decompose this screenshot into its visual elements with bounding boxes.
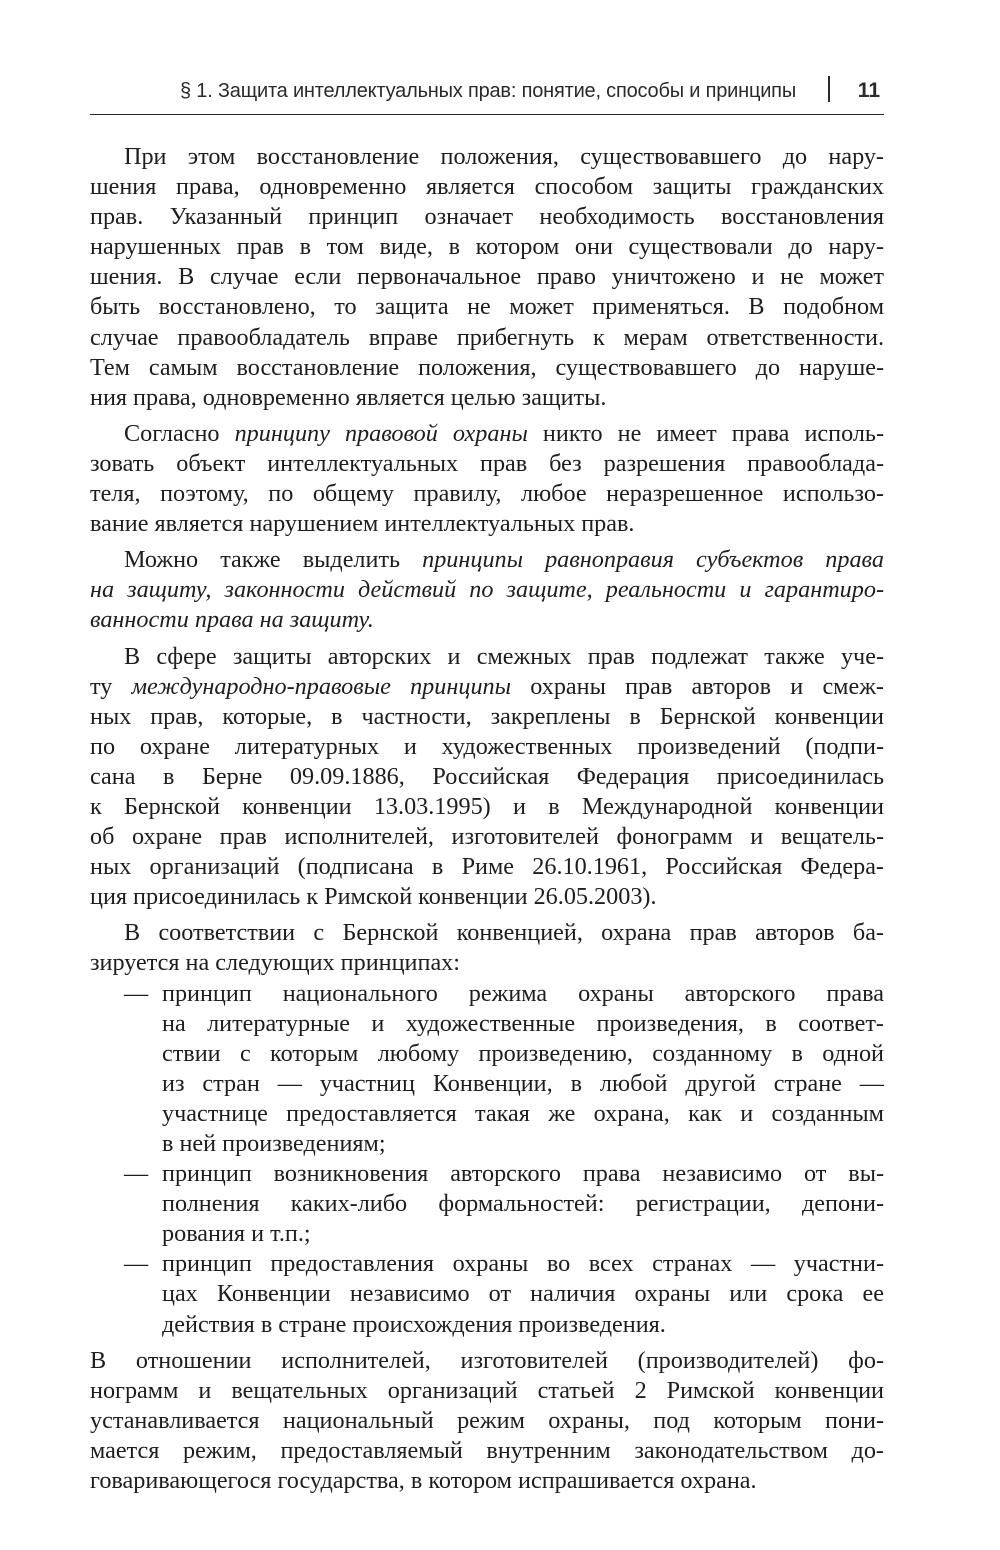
text-line: нарушенных прав в том виде, в котором они существовали до нару-	[90, 233, 884, 261]
italic-term: принципы равноправия субъектов права	[422, 546, 884, 574]
text-run: принцип предоставления охраны во всех странах — участни-	[162, 1250, 884, 1278]
text-line	[90, 1310, 884, 1340]
list-item	[90, 979, 884, 1160]
text-line: зовать объект интеллектуальных прав без разрешения правооблада-	[90, 449, 884, 477]
text-line: ния права, одновременно является целью защиты.	[90, 383, 607, 411]
text-line: ных прав, которые, в частности, закреплены в Бернской конвенции	[90, 702, 884, 730]
italic-term: принципу правовой охраны	[234, 419, 528, 447]
text-line: нограмм и вещательных организаций статьей 2 Римской конвенции	[90, 1376, 884, 1404]
text-line: шения. В случае если первоначальное право уничтожено и не может	[90, 263, 884, 291]
text-line: В сфере защиты авторских и смежных прав подлежат также уче-	[124, 642, 884, 670]
text-run: принцип национального режима охраны авторского права	[162, 979, 884, 1007]
text-line	[90, 1249, 884, 1279]
paragraph	[90, 1346, 884, 1496]
text-line: теля, поэтому, по общему правилу, любое неразрешенное использо-	[90, 480, 884, 508]
text-line	[90, 1039, 884, 1069]
text-run: Можно также выделить	[124, 546, 423, 574]
text-run: рования и т.п.;	[162, 1220, 311, 1248]
text-run: ту	[90, 672, 132, 700]
text-line: Тем самым восстановление положения, существовавшего до наруше-	[90, 353, 884, 381]
text-line: вание является нарушением интеллектуальных прав.	[90, 510, 635, 538]
text-run: из стран — участниц Конвенции, в любой другой стране —	[162, 1069, 884, 1097]
text-run: участнице предоставляется такая же охрана, как и созданным	[162, 1099, 884, 1127]
list-dash: —	[124, 1160, 149, 1188]
text-line: В соответствии с Бернской конвенцией, охрана прав авторов ба-	[124, 919, 884, 947]
text-line	[90, 545, 884, 575]
italic-term: ванности права на защиту.	[90, 606, 374, 634]
paragraph	[90, 545, 884, 635]
text-line	[90, 1129, 884, 1159]
text-line: В отношении исполнителей, изготовителей (производителей) фо-	[90, 1346, 884, 1374]
text-line: к Бернской конвенции 13.03.1995) и в Международной конвенции	[90, 792, 884, 820]
text-line: мается режим, предоставляемый внутренним законодательством до-	[90, 1436, 884, 1464]
text-line: зируется на следующих принципах:	[90, 949, 460, 977]
text-line: говаривающегося государства, в котором испрашивается охрана.	[90, 1467, 757, 1495]
text-line	[90, 1009, 884, 1039]
page-number: 11	[857, 79, 880, 102]
paragraph	[90, 142, 884, 413]
text-line	[90, 1069, 884, 1099]
running-header	[90, 70, 884, 115]
text-line	[90, 575, 884, 605]
text-line: прав. Указанный принцип означает необходимость восстановления	[90, 203, 884, 231]
text-run: на литературные и художественные произведения, в соответ-	[162, 1009, 884, 1037]
bullet-list	[90, 979, 884, 1340]
text-line: ных организаций (подписана в Риме 26.10.1961, Российская Федера-	[90, 853, 884, 881]
section-title: § 1. Защита интеллектуальных прав: понятие, способы и принципы	[180, 80, 796, 102]
text-line	[90, 1189, 884, 1219]
text-run: Согласно	[124, 419, 235, 447]
italic-term: международно-правовые принципы	[131, 672, 512, 700]
list-dash: —	[124, 1250, 149, 1278]
list-dash: —	[124, 979, 149, 1007]
paragraph	[90, 642, 884, 913]
text-line	[90, 1219, 884, 1249]
header-separator	[828, 76, 830, 102]
text-line: случае правообладатель вправе прибегнуть к мерам ответственности.	[90, 323, 884, 351]
text-line	[90, 979, 884, 1009]
text-line	[90, 672, 884, 702]
text-run: в ней произведениям;	[162, 1130, 386, 1157]
text-line: устанавливается национальный режим охраны, под которым пони-	[90, 1406, 884, 1434]
text-run: ствии с которым любому произведению, созданному в одной	[162, 1039, 884, 1067]
text-line	[90, 605, 884, 635]
page-body	[90, 142, 884, 1496]
text-line: шения права, одновременно является способом защиты гражданских	[90, 173, 884, 201]
italic-term: на защиту, законности действий по защите, реальности и гарантиро-	[90, 576, 884, 604]
text-line: сана в Берне 09.09.1886, Российская Федерация присоединилась	[90, 762, 884, 790]
text-line	[90, 1099, 884, 1129]
paragraph	[90, 918, 884, 978]
text-run: цах Конвенции независимо от наличия охраны или срока ее	[162, 1280, 884, 1308]
text-run: полнения каких-либо формальностей: регистрации, депони-	[162, 1190, 884, 1218]
text-run: охраны прав авторов и смеж-	[511, 672, 884, 700]
text-run: действия в стране происхождения произведения.	[162, 1310, 666, 1338]
text-line: об охране прав исполнителей, изготовителей фонограмм и вещатель-	[90, 823, 884, 851]
paragraph	[90, 419, 884, 539]
text-run: никто не имеет права исполь-	[527, 419, 885, 447]
text-line: быть восстановлено, то защита не может применяться. В подобном	[90, 293, 884, 321]
text-line	[90, 419, 884, 449]
text-line: ция присоединилась к Римской конвенции 26.05.2003).	[90, 883, 657, 911]
text-run: принцип возникновения авторского права независимо от вы-	[162, 1160, 884, 1188]
text-line	[90, 1279, 884, 1309]
list-item	[90, 1249, 884, 1339]
text-line: по охране литературных и художественных произведений (подпи-	[90, 732, 884, 760]
text-line	[90, 1159, 884, 1189]
list-item	[90, 1159, 884, 1249]
text-line: При этом восстановление положения, существовавшего до нару-	[124, 143, 884, 170]
